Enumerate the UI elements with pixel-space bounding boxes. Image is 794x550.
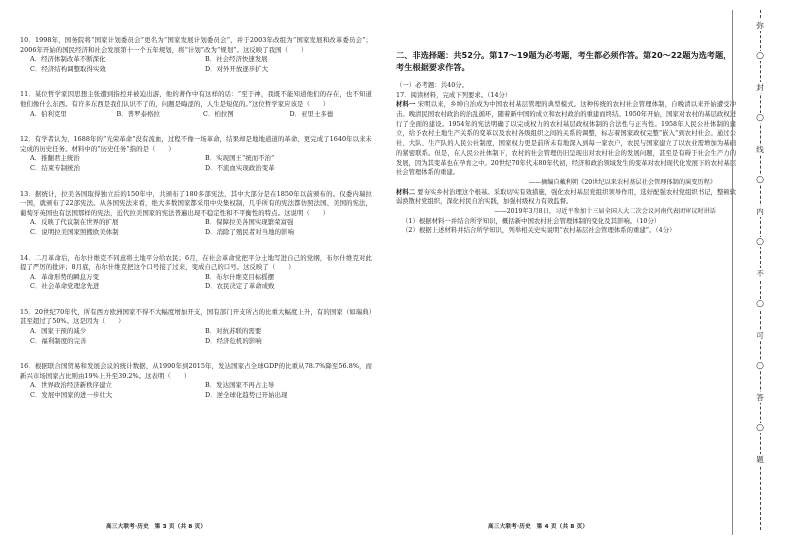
option-a: A．经济体制改革不断深化 bbox=[30, 55, 106, 64]
requirement-2: （2）根据上述材料并结合所学知识，列举相关史实说明“农村基层社会管理体系的重建”。（4分） bbox=[402, 226, 676, 235]
question-options bbox=[30, 154, 372, 173]
requirement-1: （1）根据材料一并结合所学知识，概括新中国农村社会管理体制的变化及其影响。（10分） bbox=[402, 216, 661, 225]
question-10 bbox=[20, 36, 372, 74]
question-stem: 15．20世纪70年代，所有西方欧洲国家不得不大幅度增加开支，国有部门开支所占的比重大幅度上升，有的国家（如瑞典）甚至超过了50%。这是因为（ ） bbox=[20, 307, 372, 326]
question-stem: 10．1998年，国务院将“国家计划委员会”更名为“国家发展计划委员会”，并于2003年改组为“国家发展和改革委员会”；2006年开始的国民经济和社会发展第十一个五年规划，将“计划”改为“规划”。这反映了我国（ ） bbox=[20, 36, 372, 54]
right-page bbox=[396, 0, 736, 550]
question-options bbox=[30, 327, 372, 346]
question-12 bbox=[20, 135, 372, 173]
material-2 bbox=[396, 188, 736, 207]
question-stem: 12．有学者认为，1688年的“光荣革命”没有流血，过程不像一场革命，结果却是地地道道的革命，更完成了1640年以来未完成的历史任务。材料中的“历史任务”指的是（ ） bbox=[20, 135, 372, 153]
binding-circle: ○ bbox=[752, 237, 768, 247]
option-c: C．经济结构调整取得实效 bbox=[30, 64, 106, 73]
option-d: D．不流血实现政治变革 bbox=[205, 163, 275, 172]
question-options bbox=[30, 273, 372, 292]
question-15 bbox=[20, 308, 372, 346]
binding-circle: ○ bbox=[752, 423, 768, 433]
left-page bbox=[20, 0, 372, 550]
option-c: C．社会革命党理念先进 bbox=[30, 282, 100, 291]
option-b: B．普罗泰格拉 bbox=[116, 109, 160, 118]
material-2-label: 材料二 bbox=[396, 188, 416, 196]
option-a: A．革命形势的瞬息万变 bbox=[30, 272, 100, 281]
option-b: B．实现国王“统而不治” bbox=[205, 154, 275, 163]
option-a: A．反映了代议制在世界的扩展 bbox=[30, 218, 119, 227]
option-a: A．伯利克里 bbox=[30, 109, 67, 118]
question-options bbox=[30, 218, 372, 237]
binding-circle: ○ bbox=[752, 361, 768, 371]
material-2-source: ——2019年3月8日，习近平参加十三届全国人大二次会议河南代表团审议时讲话 bbox=[494, 208, 716, 215]
option-c: C．发展中国家的进一步壮大 bbox=[30, 391, 113, 400]
question-stem: 14．二月革命后，布尔什维克不同意将土地平分给农民；6月，在社会革命党把平分土地写进自己的党纲，布尔什维克对此提了严厉的批评；8月底，布尔什维克把这个口号接了过来，变成自己的口号。这反映了（ ） bbox=[20, 253, 372, 272]
footer-page-3: 高三大联考·历史 第 3 页（共 8 页） bbox=[106, 524, 207, 530]
material-1-source: ——摘编自戴利朝《20世纪以来农村基层社会管理体制的演变历程》 bbox=[528, 179, 716, 186]
binding-char: 内 bbox=[752, 206, 768, 217]
margin-rule bbox=[732, 10, 733, 535]
binding-circle: ○ bbox=[752, 299, 768, 309]
option-d: D．对外开放逐步扩大 bbox=[205, 64, 269, 73]
footer-page-4: 高三大联考·历史 第 4 页（共 8 页） bbox=[488, 524, 589, 530]
material-1-text: 宋明以来，乡绅自治成为中国农村基层管理的典型模式。这种传统的农村社会管理体制，自晚清以来开始遭受冲击。晚清民国农村政治的治乱循环，随着新中国的成立和农村政治的重建而终结。1950年开始，国家对农村的基层政权进行了全面的建设。1954年的宪法明确了以完成权力的农村基层政权体制的合法性与正当性。1958年人民公社体制的建立，给予农村土地生产关系的变革以及农村各级组织之间的关系的调整，标志着国家政权完整“嵌入”到农村社会。通过公社、大队、生产队的人民公社制度，国家权力更是前所未有地深入到每一家农户，农民与国家建立了以农业需增加为基础的紧密联系。但是，在人民公社体制下，农村的社会管理仍旧呈现出对农村社会的发展问题，甚至是有碍于社会生产力的发展，因为其变革也在孕育之中。20世纪70年代末80年代初，经济和政治领域发生的变革对农村现代化发展下的农村基层社会管理体系的重建。 bbox=[396, 101, 737, 177]
option-a: A．推翻君主统治 bbox=[30, 154, 80, 163]
option-c: C．柏拉图 bbox=[203, 109, 234, 118]
question-options bbox=[30, 381, 372, 400]
option-a: A．国家干预的减少 bbox=[30, 327, 87, 336]
material-1-label: 材料一 bbox=[396, 101, 416, 109]
binding-char: 弥 bbox=[752, 20, 768, 31]
option-b: B．布尔什维克目标摇摆 bbox=[205, 272, 275, 281]
option-a: A．世界政治经济新秩序建立 bbox=[30, 381, 112, 390]
binding-char: 不 bbox=[752, 268, 768, 279]
q17-label: 17．阅读材料，完成下列要求。（14分） bbox=[396, 90, 512, 99]
option-d: D．经济危机的影响 bbox=[205, 336, 262, 345]
question-stem: 13．据统计，拉美各国取得独立后的150年中，共颁布了180多部宪法，其中大部分是在1850年以前颁布的。仅委内瑞拉一国，就颁布了22部宪法。从各国宪法来看，绝大多数国家都采用中央集权制，几乎所有的宪法都仿照法国、美国的宪法，葡萄牙英国也有法国那样的宪法，近代拉美国家的宪法普遍出现不稳定性和不平衡性的特点。这说明（ ） bbox=[20, 189, 372, 217]
required-label: （一）必考题：共40分。 bbox=[396, 81, 469, 90]
question-14 bbox=[20, 254, 372, 292]
option-d: D．亚里士多德 bbox=[289, 109, 334, 118]
binding-char: 答 bbox=[752, 392, 768, 403]
option-b: B．保障拉美各国实现繁荣富强 bbox=[205, 218, 294, 227]
option-d: D．逆全球化趋势已开始出现 bbox=[205, 391, 288, 400]
binding-margin bbox=[748, 0, 794, 550]
question-stem: 16．根据联合国贸易和发展会议的统计数据，从1990年到2015年，发达国家占全球GDP的比重从78.7%降至56.8%，而新兴市场国家占比则由19%上升至39.2%。这表明（ ） bbox=[20, 362, 372, 380]
question-13 bbox=[20, 190, 372, 238]
option-d: D．消除了殖民者对当地的影响 bbox=[205, 227, 294, 236]
question-16 bbox=[20, 362, 372, 400]
material-1 bbox=[396, 100, 736, 178]
question-stem: 11．某位哲学家因思想主张遭到指控并被迫出游，他的著作中有这样的话：“至于神，我既不能知道他们的存在，也不知道他们像什么东西。有许多东西是我们认识不了的，问题是晦涩的，人生是短促的。”这位哲学家应该是（ ） bbox=[20, 90, 372, 108]
question-options bbox=[30, 110, 372, 120]
binding-char: 可 bbox=[752, 330, 768, 341]
option-b: B．社会经济快速发展 bbox=[205, 55, 268, 64]
question-options bbox=[30, 55, 372, 74]
option-c: C．说明拉美国家照搬欧美体制 bbox=[30, 227, 119, 236]
binding-circle: ○ bbox=[752, 175, 768, 185]
binding-circle: ○ bbox=[752, 51, 768, 61]
binding-char: 封 bbox=[752, 82, 768, 93]
binding-char: 线 bbox=[752, 144, 768, 155]
binding-circle: ○ bbox=[752, 113, 768, 123]
option-c: C．福利制度的完善 bbox=[30, 336, 87, 345]
question-11 bbox=[20, 90, 372, 119]
material-2-text: 要夯实乡村治理这个根基。采取切实有效措施，强化农村基层党组织领导作用，选好配强农村党组织书记，整顿软弱涣散村党组织，深化村民自治实践，加强村级权力有效监督。 bbox=[396, 188, 737, 206]
option-b: B．发达国家不再占主导 bbox=[205, 381, 275, 390]
option-d: D．农民决定了革命成败 bbox=[205, 282, 275, 291]
option-b: B．对抗苏联的需要 bbox=[205, 327, 262, 336]
option-c: C．结束专制统治 bbox=[30, 163, 81, 172]
binding-char: 题 bbox=[752, 454, 768, 465]
section-title: 二、非选择题：共52分。第17～19题为必考题，考生都必须作答。第20～22题为选考题，考生根据要求作答。 bbox=[396, 50, 732, 72]
